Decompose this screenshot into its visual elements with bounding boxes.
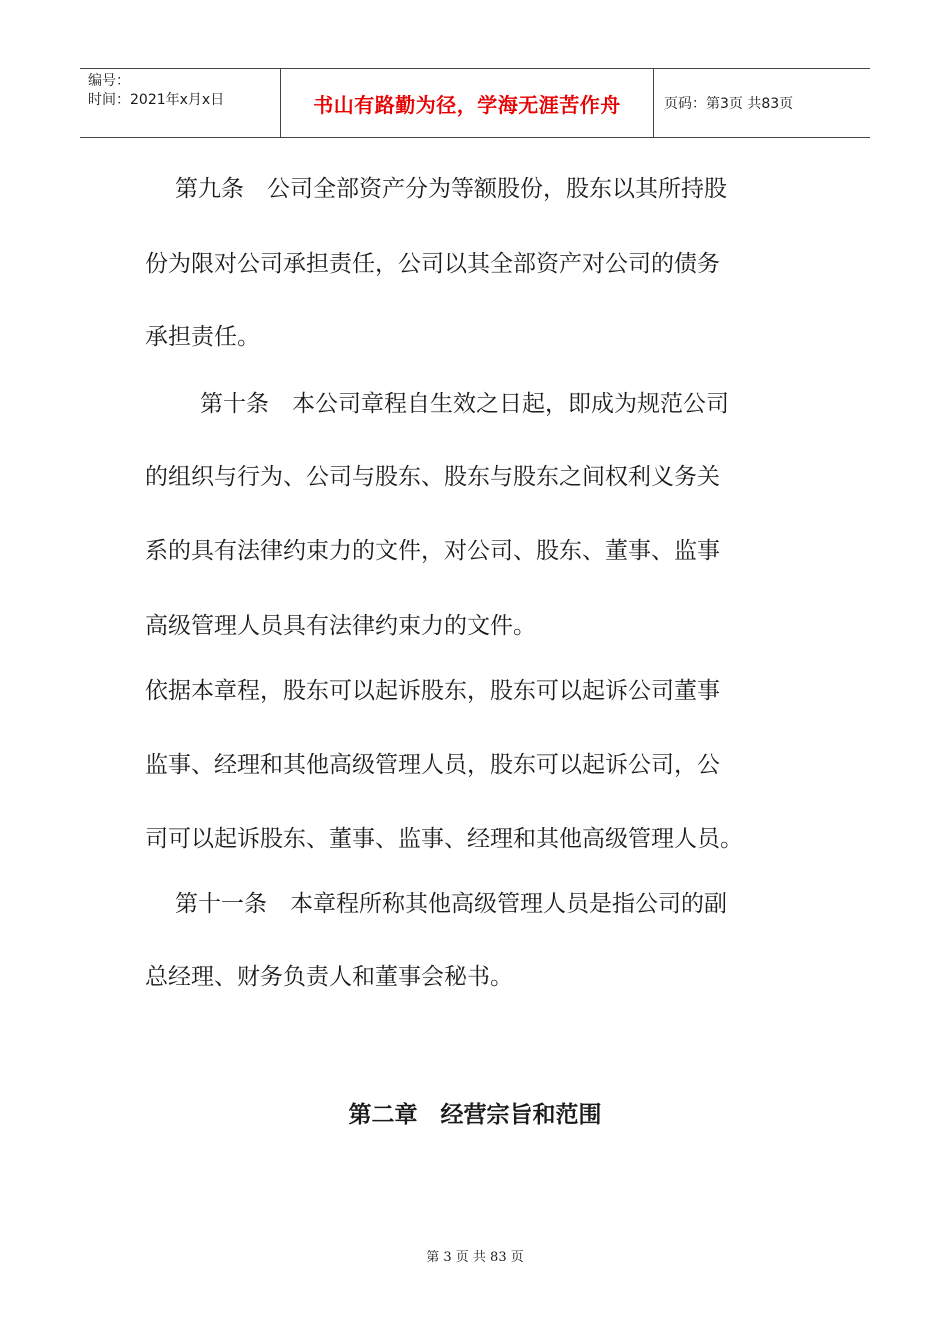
body-line: 总经理、财务负责人和董事会秘书。 bbox=[145, 964, 513, 990]
body-line: 第十条 本公司章程自生效之日起，即成为规范公司 bbox=[200, 391, 729, 417]
body-line: 监事、经理和其他高级管理人员，股东可以起诉公司，公 bbox=[145, 752, 720, 778]
body-line: 司可以起诉股东、董事、监事、经理和其他高级管理人员。 bbox=[145, 826, 743, 852]
chapter-heading: 第二章 经营宗旨和范围 bbox=[348, 1102, 602, 1128]
body-line: 系的具有法律约束力的文件，对公司、股东、董事、监事 bbox=[145, 538, 720, 564]
header-motto: 书山有路勤为径，学海无涯苦作舟 bbox=[281, 69, 654, 137]
body-line: 第九条 公司全部资产分为等额股份，股东以其所持股 bbox=[175, 176, 727, 202]
page-header bbox=[80, 68, 870, 138]
body-line: 承担责任。 bbox=[145, 324, 260, 350]
page-footer: 第 3 页 共 83 页 bbox=[426, 1250, 524, 1265]
document-date: 时间：2021年x月x日 bbox=[88, 92, 225, 108]
document-number-label: 编号： bbox=[88, 73, 130, 89]
body-line: 高级管理人员具有法律约束力的文件。 bbox=[145, 613, 536, 639]
body-line: 依据本章程，股东可以起诉股东，股东可以起诉公司董事 bbox=[145, 678, 720, 704]
header-page-info: 页码：第3页 共83页 bbox=[664, 96, 794, 112]
body-line: 第十一条 本章程所称其他高级管理人员是指公司的副 bbox=[175, 891, 727, 917]
body-line: 份为限对公司承担责任，公司以其全部资产对公司的债务 bbox=[145, 251, 720, 277]
body-line: 的组织与行为、公司与股东、股东与股东之间权利义务关 bbox=[145, 464, 720, 490]
header-meta bbox=[80, 69, 281, 137]
